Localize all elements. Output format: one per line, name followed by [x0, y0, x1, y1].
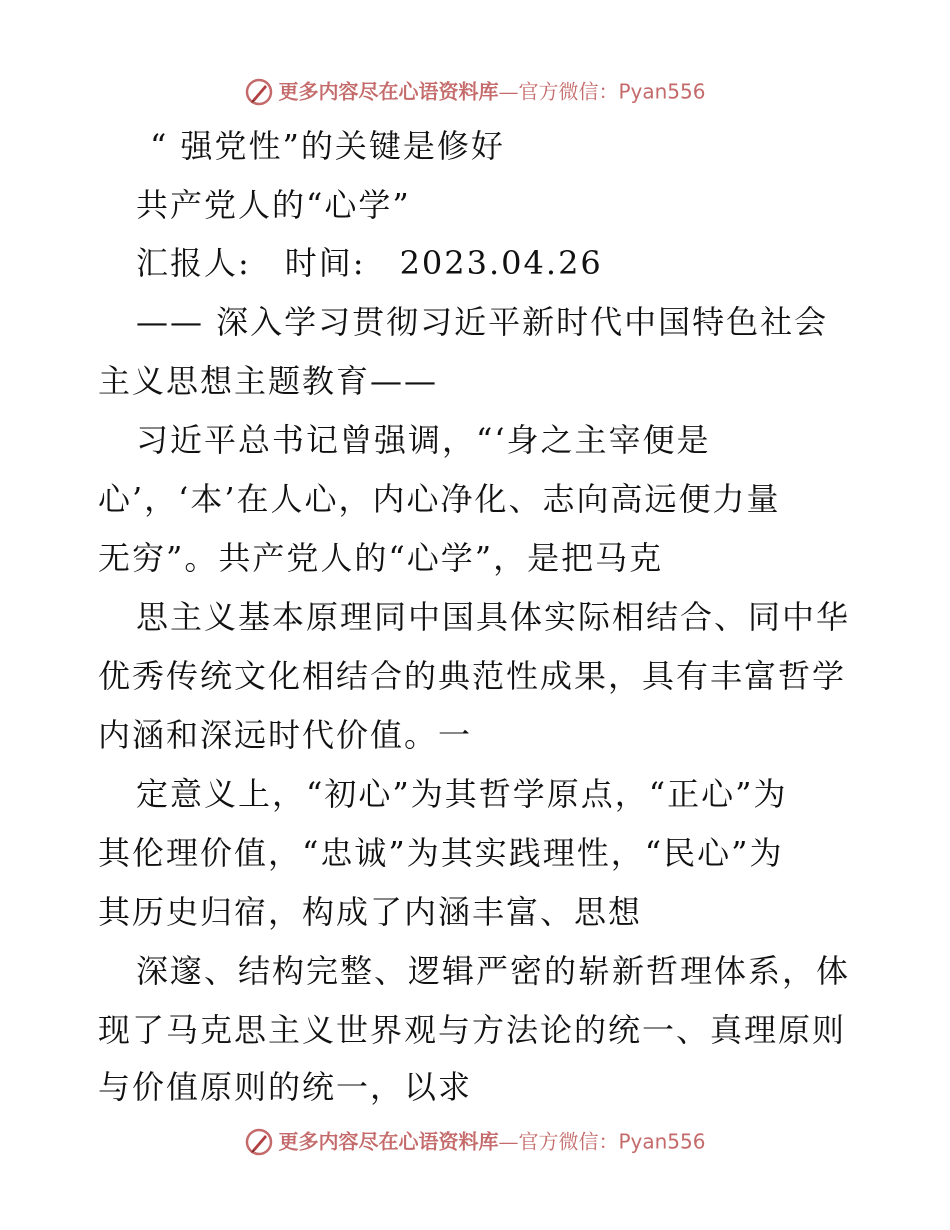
watermark-contact: 官方微信：Pyan556 [518, 79, 706, 104]
title-line-1: “ 强党性”的关键是修好 [150, 127, 505, 165]
pen-logo-icon [244, 77, 274, 107]
footer-watermark [0, 1125, 950, 1157]
watermark-text: 更多内容尽在心语资料库 [278, 79, 499, 104]
body-line-10: 深邃、结构完整、逻辑严密的崭新哲理体系，体 [136, 952, 851, 990]
body-line-9: 其历史归宿，构成了内涵丰富、思想 [98, 893, 643, 931]
body-line-1: 习近平总书记曾强调，“‘身之主宰便是 [136, 421, 711, 459]
watermark-contact: 官方微信：Pyan556 [518, 1129, 706, 1154]
watermark-separator: — [498, 1129, 519, 1154]
body-line-5: 优秀传统文化相结合的典范性成果，具有丰富哲学 [98, 657, 847, 695]
subtitle-line-1: —— 深入学习贯彻习近平新时代中国特色社会 [136, 303, 829, 341]
header-watermark [0, 75, 950, 107]
body-line-3: 无穷”。共产党人的“心学”，是把马克 [98, 539, 664, 577]
watermark-text: 更多内容尽在心语资料库 [278, 1129, 499, 1154]
watermark-separator: — [498, 79, 519, 104]
body-line-11: 现了马克思主义世界观与方法论的统一、真理原则 [98, 1011, 847, 1049]
body-line-7: 定意义上，“初心”为其哲学原点，“正心”为 [136, 775, 788, 813]
body-line-6: 内涵和深远时代价值。一 [98, 716, 473, 754]
subtitle-line-2: 主义思想主题教育—— [98, 362, 439, 400]
body-line-2: 心’，‘本’在人心，内心净化、志向高远便力量 [98, 480, 781, 518]
body-line-8: 其伦理价值，“忠诚”为其实践理性，“民心”为 [98, 834, 784, 872]
title-line-2: 共产党人的“心学” [136, 186, 411, 224]
body-line-4: 思主义基本原理同中国具体实际相结合、同中华 [136, 598, 851, 636]
body-line-12: 与价值原则的统一，以求 [98, 1068, 473, 1106]
reporter-time-line: 汇报人: 时间: 2023.04.26 [136, 244, 603, 282]
pen-logo-icon [244, 1127, 274, 1157]
